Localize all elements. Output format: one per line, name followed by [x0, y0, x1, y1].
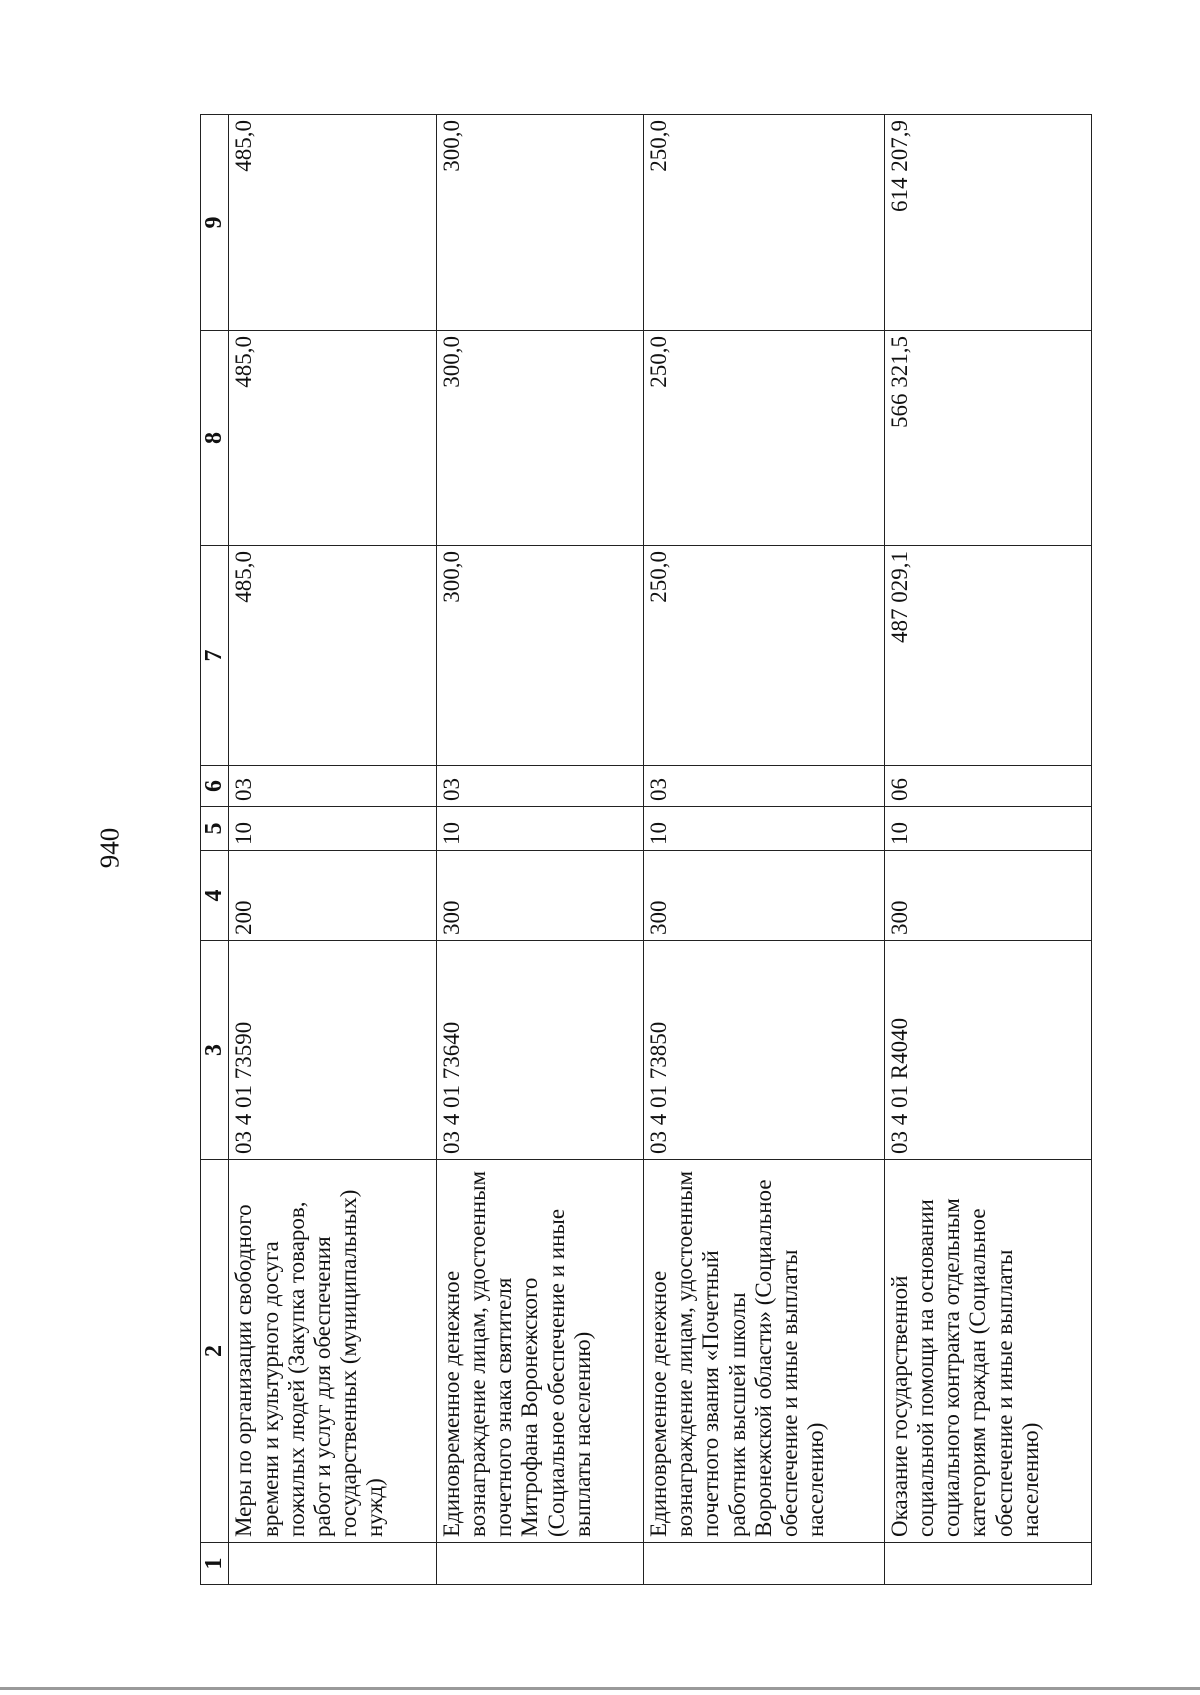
amount-col9-cell: 250,0 [643, 115, 884, 331]
table-row [229, 115, 436, 1585]
subsection-cell: 03 [229, 766, 436, 807]
header-cell-1: 1 [201, 1543, 229, 1585]
amount-col8-cell: 300,0 [436, 331, 643, 546]
target-article-cell: 03 4 01 R4040 [884, 941, 1091, 1160]
amount-col9-cell: 485,0 [229, 115, 436, 331]
page-number: 940 [94, 827, 125, 869]
table-row [436, 115, 643, 1585]
header-cell-8: 8 [201, 331, 229, 546]
subsection-cell: 06 [884, 766, 1091, 807]
header-cell-3: 3 [201, 941, 229, 1160]
section-cell: 10 [643, 807, 884, 851]
header-cell-6: 6 [201, 766, 229, 807]
header-cell-7: 7 [201, 546, 229, 766]
amount-col7-cell: 487 029,1 [884, 546, 1091, 766]
expense-type-cell: 200 [229, 851, 436, 941]
header-cell-9: 9 [201, 115, 229, 331]
header-cell-2: 2 [201, 1160, 229, 1543]
row-index-cell [229, 1543, 436, 1585]
target-article-cell: 03 4 01 73640 [436, 941, 643, 1160]
subsection-cell: 03 [643, 766, 884, 807]
budget-table [200, 114, 1092, 1585]
row-index-cell [643, 1543, 884, 1585]
header-row [201, 115, 229, 1585]
description-cell: Единовременное денежное вознаграждение лицам, удостоенным почетного знака святителя Митрофана Воронежского (Социальное обеспечение и иные выплаты населению) [436, 1160, 643, 1543]
expense-type-cell: 300 [436, 851, 643, 941]
amount-col7-cell: 300,0 [436, 546, 643, 766]
header-cell-5: 5 [201, 807, 229, 851]
description-cell: Меры по организации свободного времени и культурного досуга пожилых людей (Закупка товаров, работ и услуг для обеспечения государственных (муниципальных) нужд) [229, 1160, 436, 1543]
table-row [643, 115, 884, 1585]
amount-col8-cell: 566 321,5 [884, 331, 1091, 546]
table-row [884, 115, 1091, 1585]
header-cell-4: 4 [201, 851, 229, 941]
rotated-table-container [200, 115, 1092, 1585]
amount-col8-cell: 485,0 [229, 331, 436, 546]
section-cell: 10 [884, 807, 1091, 851]
target-article-cell: 03 4 01 73850 [643, 941, 884, 1160]
amount-col8-cell: 250,0 [643, 331, 884, 546]
section-cell: 10 [436, 807, 643, 851]
target-article-cell: 03 4 01 73590 [229, 941, 436, 1160]
description-cell: Оказание государственной социальной помощи на основании социального контракта отдельным категориям граждан (Социальное обеспечение и иные выплаты населению) [884, 1160, 1091, 1543]
scan-bottom-edge [0, 1687, 1200, 1690]
row-index-cell [436, 1543, 643, 1585]
subsection-cell: 03 [436, 766, 643, 807]
section-cell: 10 [229, 807, 436, 851]
description-cell: Единовременное денежное вознаграждение лицам, удостоенным почетного звания «Почетный работник высшей школы Воронежской области» (Социальное обеспечение и иные выплаты населению) [643, 1160, 884, 1543]
expense-type-cell: 300 [884, 851, 1091, 941]
amount-col9-cell: 300,0 [436, 115, 643, 331]
row-index-cell [884, 1543, 1091, 1585]
amount-col9-cell: 614 207,9 [884, 115, 1091, 331]
expense-type-cell: 300 [643, 851, 884, 941]
amount-col7-cell: 485,0 [229, 546, 436, 766]
amount-col7-cell: 250,0 [643, 546, 884, 766]
